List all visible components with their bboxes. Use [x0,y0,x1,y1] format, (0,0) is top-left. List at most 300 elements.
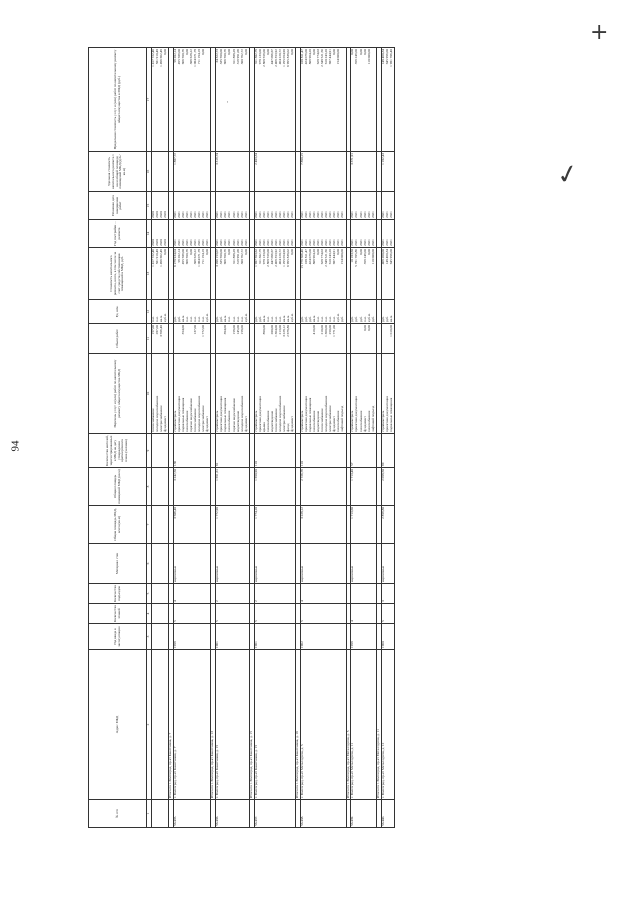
limit-cost-line: 154 000,00 [336,49,341,65]
work-volume-line [206,325,210,352]
floor-count: 5 [174,604,211,624]
col-header-5: Количество подъездов [89,584,147,604]
work-unit-line: руб. [384,316,389,322]
col-header-7: Общая площадь МКД, всего (кв.м) [89,506,147,544]
work-volume-line: 3 228,12 [281,325,286,337]
work-type-line: фундамент [332,416,337,432]
year-col-15 [151,192,168,220]
handwritten-check-mark: ✓ [554,158,582,192]
work-volume-line: 394,00 [223,325,228,335]
year-col-15-line: 2021 [384,211,389,218]
work-unit-line: кв.м. [261,314,266,322]
work-cost-line: 0,00 [316,249,321,255]
limit-cost-line: 645 996,00 [384,49,389,65]
work-type-line: теплоснабжение [150,408,155,432]
work-type-line: газоснабжение [336,410,341,432]
wall-material: кирпичные [351,544,376,584]
year-col-15-line: 2021 [312,211,317,218]
year-col-14-line: 2021 [243,239,248,246]
col-header-12: Ед. изм. [89,300,147,324]
work-cost-line: 464 220,72 [277,249,282,265]
work-cost-line: 1 417 722,46 [150,249,155,267]
work-cost-line: 666 590,76 [223,249,228,265]
work-volume-line: 158,00 [231,325,236,335]
year-col-14-line: 2021 [362,239,367,246]
work-cost [216,248,249,300]
work-unit-line: кв.м. [281,314,286,322]
year-col-15-line: 2021 [308,211,313,218]
work-cost-line: 0,00 [243,249,248,255]
build-year: 1959 [174,624,211,650]
work-type-line: подвальные помещения [308,397,313,432]
work-volume-line: 3 596,40 [159,325,163,337]
work-type-line: электроснабжение [281,405,286,432]
floor-count: 5 [381,604,394,624]
year-col-14-line: 2021 [290,239,295,246]
work-unit [254,300,295,324]
column-number-8: 8 [147,468,152,506]
limit-cost-line: 0,00 [350,49,355,55]
year-col-14-line: 2021 [269,239,274,246]
year-col-15-line: 2021 [354,211,359,218]
year-col-14-line: 2021 [223,239,228,246]
year-col-14-line: 2021 [235,239,240,246]
year-col-14 [300,220,346,248]
work-type [300,354,346,434]
year-col-14-line: 2020 [154,239,159,246]
resident-count: 136 [174,434,211,468]
unit-cost: 1 887,72 [174,152,211,192]
limit-cost-line [372,49,376,150]
total-area: 2 859,80 [381,506,394,544]
work-unit-line: п.м. [362,316,367,322]
year-col-14-line: 2021 [340,239,345,246]
year-col-14-line: 2021 [177,239,182,246]
year-col-15-line: 2021 [362,211,367,218]
wall-material: кирпичные [254,544,295,584]
work-volume-line: 1 364,00 [273,325,278,337]
work-type-line: холодное водоснабжение [239,395,244,432]
work-cost-line: 309 628,22 [193,249,198,265]
work-unit-line: п.м. [328,316,333,322]
work-volume-line [245,325,249,352]
premises-area: 1 651,61 [216,468,249,506]
work-volume-line: 145,00 [235,325,240,335]
unit-cost: 2 403,34 [254,152,295,192]
house-row [351,48,376,828]
limit-cost-line: 687 444,91 [328,49,333,65]
col-header-9: Количество жителей, зарегистрированных в МКД на дату утверждения краткосрочного плана (человек) [89,434,147,468]
work-cost-line: 148 460,34 [384,249,389,265]
year-col-14-line: 2021 [350,239,355,246]
limit-cost-line: 666 590,76 [223,49,228,65]
year-col-15-line: 2021 [332,211,337,218]
limit-cost-line: 6 995 838,02 [285,49,290,67]
year-col-14 [351,220,376,248]
unit-cost [151,152,168,192]
column-number-9: 9 [147,434,152,468]
year-col-15 [174,192,211,220]
column-number-2: 2 [147,650,152,800]
work-type-line: фасад [285,423,290,432]
rotated-table-container [88,48,633,828]
year-col-15-line: 2021 [320,211,325,218]
work-cost-line: 15 779 566,46 [299,249,304,269]
year-col-14-line: 2021 [370,239,375,246]
premises-area: 2 058,50 [381,468,394,506]
year-col-14-line: 2021 [273,239,278,246]
work-volume [174,324,211,354]
year-col-14-line: 2021 [261,239,266,246]
column-number-4: 4 [147,604,152,624]
limit-cost-line: 34 322,73 [215,49,220,63]
year-col-15-line: 2020 [159,211,163,218]
limit-cost-line: 464 220,72 [277,49,282,65]
total-area [151,506,168,544]
year-col-14-line: 2021 [185,239,190,246]
year-col-14 [254,220,295,248]
column-number-16: 16 [147,152,152,192]
limit-cost-line: 0,00 [243,49,248,55]
col-header-8: Общая площадь помещений МКД (кв.м) [89,468,147,506]
work-type-line: газоснабжение [366,410,371,432]
limit-cost [351,48,376,152]
year-col-15-line: 2021 [197,211,202,218]
work-volume-line: 250,00 [328,325,333,335]
year-col-14-line: 2021 [285,239,290,246]
limit-cost-line: 2 868 559,00 [261,49,266,67]
work-volume-line [341,325,345,352]
work-type-line: лифтовой подъезд [370,405,375,432]
limit-cost-line: 1 981 706,40 [388,49,393,67]
work-cost [300,248,346,300]
work-cost-line: 5 781 705,86 [354,249,359,267]
year-col-15 [216,192,249,220]
work-cost-line: 0,00 [205,249,210,255]
row-number: 56.440. [381,800,394,828]
col-header-17: Предельная стоимость услуг и (или) работ по капитальному ремонту общего имущества в МКД (руб.) [89,48,147,152]
year-col-14 [151,220,168,248]
work-unit [351,300,376,324]
year-col-14-line: 2020 [163,239,168,246]
work-cost-line: 108 811,47 [304,249,309,265]
work-volume-line: 158,00 [239,325,244,335]
year-col-15-line: 2021 [277,211,282,218]
year-col-14-line: 2021 [388,239,393,246]
work-cost-line: 0,00 [358,249,363,255]
year-col-15-line: 2021 [257,211,262,218]
limit-cost-line: 309 628,22 [189,49,194,65]
limit-cost-line: 0,00 [290,49,295,55]
total-area: 3 228,12 [300,506,346,544]
limit-cost-line: 978 133,00 [257,49,262,65]
year-col-15-line: 2021 [219,211,224,218]
limit-cost-line: 148 460,34 [380,49,385,65]
work-type-line: крыша [261,422,266,432]
year-col-14-line: 2020 [150,239,155,246]
limit-cost-line: 300 762,72 [239,49,244,65]
limit-cost-line: 424 079,00 [304,49,309,65]
work-cost-line: 359 249,00 [362,249,367,265]
work-cost [151,248,168,300]
work-type [254,354,295,434]
year-col-15-line: 2021 [253,211,258,218]
work-type-line: проектная документация [354,396,359,432]
limit-cost-line [206,49,210,150]
column-number-6: 6 [147,544,152,584]
limit-cost-line: 359 249,00 [354,49,359,65]
work-cost-line: 1 084 071,78 [197,249,202,267]
work-type-line: теплоснабжение [320,408,325,432]
work-unit [381,300,394,324]
work-unit-line: руб. [380,316,385,322]
work-unit-line: п.м. [316,316,321,322]
work-cost-line: 447 096,67 [269,249,274,265]
work-cost-line: 319 991,09 [235,249,240,265]
col-header-10: Перечень услуг и (или) работ по капитальному ремонту общего имущества МКД [89,354,147,434]
work-volume-line: 137,00 [193,325,198,335]
itogo-label: Итого по г. Волгоград, пр-кт Канатчиков, д. 7 [169,650,174,800]
year-col-14-line: 2021 [299,239,304,246]
work-unit-line: руб. [219,316,224,322]
work-unit-line: п.м. [227,316,232,322]
itogo-label: Итого по г. Волгоград, пр-кт Канатчиков, д. 13 [211,650,216,800]
wall-material [151,544,168,584]
year-col-15-line: 2021 [265,211,270,218]
scan-artifact: · [226,97,229,107]
work-unit-line: п.м. [269,316,274,322]
limit-cost-line: 0,00 [265,49,270,55]
work-volume [300,324,346,354]
work-unit-line: руб. [370,316,375,322]
work-unit-line: руб. [358,316,363,322]
limit-cost [300,48,346,152]
work-unit-line: кв.м. [181,314,186,322]
year-col-15-line: 2021 [340,211,345,218]
year-col-14-line: 2021 [277,239,282,246]
col-header-15: Плановая дата завершения работ [89,192,147,220]
limit-cost [174,48,211,152]
work-cost-line: 978 133,00 [261,249,266,265]
year-col-14-line: 2021 [215,239,220,246]
year-col-14-line: 2021 [316,239,321,246]
work-volume-line [291,325,295,352]
year-col-15-line: 2021 [269,211,274,218]
house-row [381,48,394,828]
work-cost-line: 1 496 662,49 [159,249,163,267]
limit-cost-line: 311 302,79 [253,49,258,65]
work-type-line: проектная документация [304,396,309,432]
work-unit-line: п.м. [320,316,325,322]
work-type-line: подвальные помещения [181,397,186,432]
limit-cost-line: 0,00 [362,49,367,55]
work-cost-line: 809 964,20 [312,249,317,265]
limit-cost-line: 581 910,48 [154,49,159,65]
work-volume-line: 1 772,00 [201,325,206,337]
year-col-15-line: 2021 [304,211,309,218]
column-number-11: 11 [147,324,152,354]
entrance-count [351,584,376,604]
row-number: 56.436. [216,800,249,828]
work-type-line: стройконтроль [299,410,304,432]
limit-cost-line: 2 469 353,92 [273,49,278,67]
year-col-15-line: 2021 [231,211,236,218]
year-col-14-line: 2021 [201,239,206,246]
limit-cost-line: 0,00 [312,49,317,55]
limit-cost-line: 59 202,14 [173,49,177,63]
work-unit-line: куб.м. [336,313,341,322]
limit-cost-line: 108 811,47 [299,49,304,65]
house-address: г. Волгоград, пр-кт Канатчиков, д. 15 [216,650,249,800]
limit-cost-line: 0,00 [358,49,363,55]
resident-count: 69 [381,434,394,468]
work-unit [151,300,168,324]
year-col-15 [381,192,394,220]
work-type-line: фундамент [205,416,210,432]
work-cost-line: 2 469 353,92 [273,249,278,267]
work-cost-line: 0,00 [336,249,341,255]
year-col-15-line: 2021 [235,211,240,218]
column-number-7: 7 [147,506,152,544]
work-volume-line: 1 771,00 [332,325,337,337]
work-unit-line: п.м. [185,316,190,322]
work-cost-line: 645 996,00 [388,249,393,265]
limit-cost [216,48,249,152]
column-number-1: 1 [147,800,152,828]
work-unit-line: руб. [257,316,262,322]
work-unit-line: п.м. [239,316,244,322]
year-col-14-line: 2021 [231,239,236,246]
work-cost-line: 3 206 153,07 [215,249,220,267]
column-number-17: 17 [147,48,152,152]
repair-plan-table [88,47,395,828]
limit-cost-line: 311 888,28 [231,49,236,65]
year-col-14-line: 2021 [173,239,177,246]
col-header-4: Количество этажей [89,604,147,624]
work-unit-line: п.м. [201,316,206,322]
year-col-15-line: 2021 [243,211,248,218]
limit-cost-line: 455 589,00 [177,49,182,65]
year-col-15-line: 2021 [273,211,278,218]
work-type-line: электроснабжение [159,405,163,432]
work-cost-line: 59 202,14 [177,249,182,263]
limit-cost-line: 1 417 722,46 [150,49,155,67]
work-volume-line: 287,00 [154,325,159,335]
wall-material: кирпичные [300,544,346,584]
work-type-line: холодное водоснабжение [277,395,282,432]
work-type-line: лифтовой подъезд [340,405,345,432]
work-cost-line: 2 868 559,00 [265,249,270,267]
year-col-15-line: 2021 [358,211,363,218]
work-unit-line: руб. [308,316,313,322]
work-cost-line: 311 302,79 [257,249,262,265]
work-type-line: подвальные помещения [223,397,228,432]
year-col-15 [254,192,295,220]
entrance-count: 3 [381,584,394,604]
work-cost-line: 300 762,72 [239,249,244,265]
work-type-line: стройконтроль [215,410,220,432]
work-unit-line: п.м. [231,316,236,322]
floor-count: 4 [351,604,376,624]
work-unit-line: руб. [215,316,220,322]
entrance-count: 4 [174,584,211,604]
limit-cost-line: 711 194,18 [197,49,202,65]
work-volume-line: 354,00 [181,325,186,335]
work-cost-line: 0,00 [189,249,194,255]
year-col-15-line: 2021 [185,211,190,218]
house-address: г. Волгоград, пр-кт Канатчиков, д. 15 [254,650,295,800]
premises-area: 3 242,50 [174,468,211,506]
work-cost-line: 10 183,50 [350,249,355,263]
work-type-line: водоотведение [269,410,274,432]
year-col-15-line: 2020 [163,211,168,218]
work-type-line: проектная документация [384,396,389,432]
wall-material: кирпичные [174,544,211,584]
year-col-15-line: 2021 [173,211,177,218]
col-header-16: Удельная стоимость капитального ремонта 1 кв.м общей площади помещений МКД (руб./кв.м) [89,152,147,192]
col-header-1: № п/п [89,800,147,828]
work-unit-line: куб.м. [163,313,168,322]
work-type-line: электроснабжение [201,405,206,432]
work-unit-line: руб. [350,316,355,322]
year-col-15-line: 2021 [388,211,393,218]
limit-cost-line: 110 000,00 [366,49,371,65]
work-unit-line: куб.м. [205,313,210,322]
work-unit-line: п.м. [324,316,329,322]
work-unit-line: п.м. [154,316,159,322]
year-col-14-line: 2021 [366,239,371,246]
work-unit-line: кв.м. [388,314,393,322]
work-unit-line: п.м. [193,316,198,322]
work-volume-line: 0,00 [366,325,371,331]
work-type-line: газоснабжение [312,410,317,432]
work-type-line: подвальные помещения [388,397,393,432]
col-header-14: Год постройки ... ремонта [89,220,147,248]
work-volume-line: 200,00 [269,325,274,335]
work-type-line: стройконтроль [380,410,385,432]
work-volume [151,324,168,354]
work-volume-line: 213,00 [277,325,282,335]
house-row [151,48,168,828]
year-col-15-line: 2021 [350,211,355,218]
premises-area: 1 650,90 [254,468,295,506]
year-col-15-line: 2021 [239,211,244,218]
year-col-15-line: 2021 [328,211,333,218]
work-unit-line: п.м. [235,316,240,322]
year-col-14-line: 2021 [227,239,232,246]
col-header-6: Материал стен [89,544,147,584]
resident-count: 57 [351,434,376,468]
year-col-15-line: 2021 [281,211,286,218]
year-col-15-line: 2021 [316,211,321,218]
year-col-14-line: 2021 [358,239,363,246]
work-type-line: газоснабжение [358,410,363,432]
year-col-14-line: 2021 [239,239,244,246]
limit-cost-line: 1 084 071,78 [193,49,198,67]
work-cost-line: 6 278 934,04 [173,249,177,267]
work-cost-line: 711 194,18 [201,249,206,265]
work-volume-line: 157,00 [150,325,155,335]
year-col-14-line: 2021 [324,239,329,246]
work-type-line: горячее водоснабжение [231,398,236,432]
resident-count: 110 [254,434,295,468]
year-col-14-line: 2021 [219,239,224,246]
work-cost-line: 469 260,00 [380,249,385,265]
work-unit-line: руб. [354,316,359,322]
work-unit-line: п.м. [332,316,337,322]
work-type-line: водоотведение [316,410,321,432]
year-col-15-line: 2020 [154,211,159,218]
